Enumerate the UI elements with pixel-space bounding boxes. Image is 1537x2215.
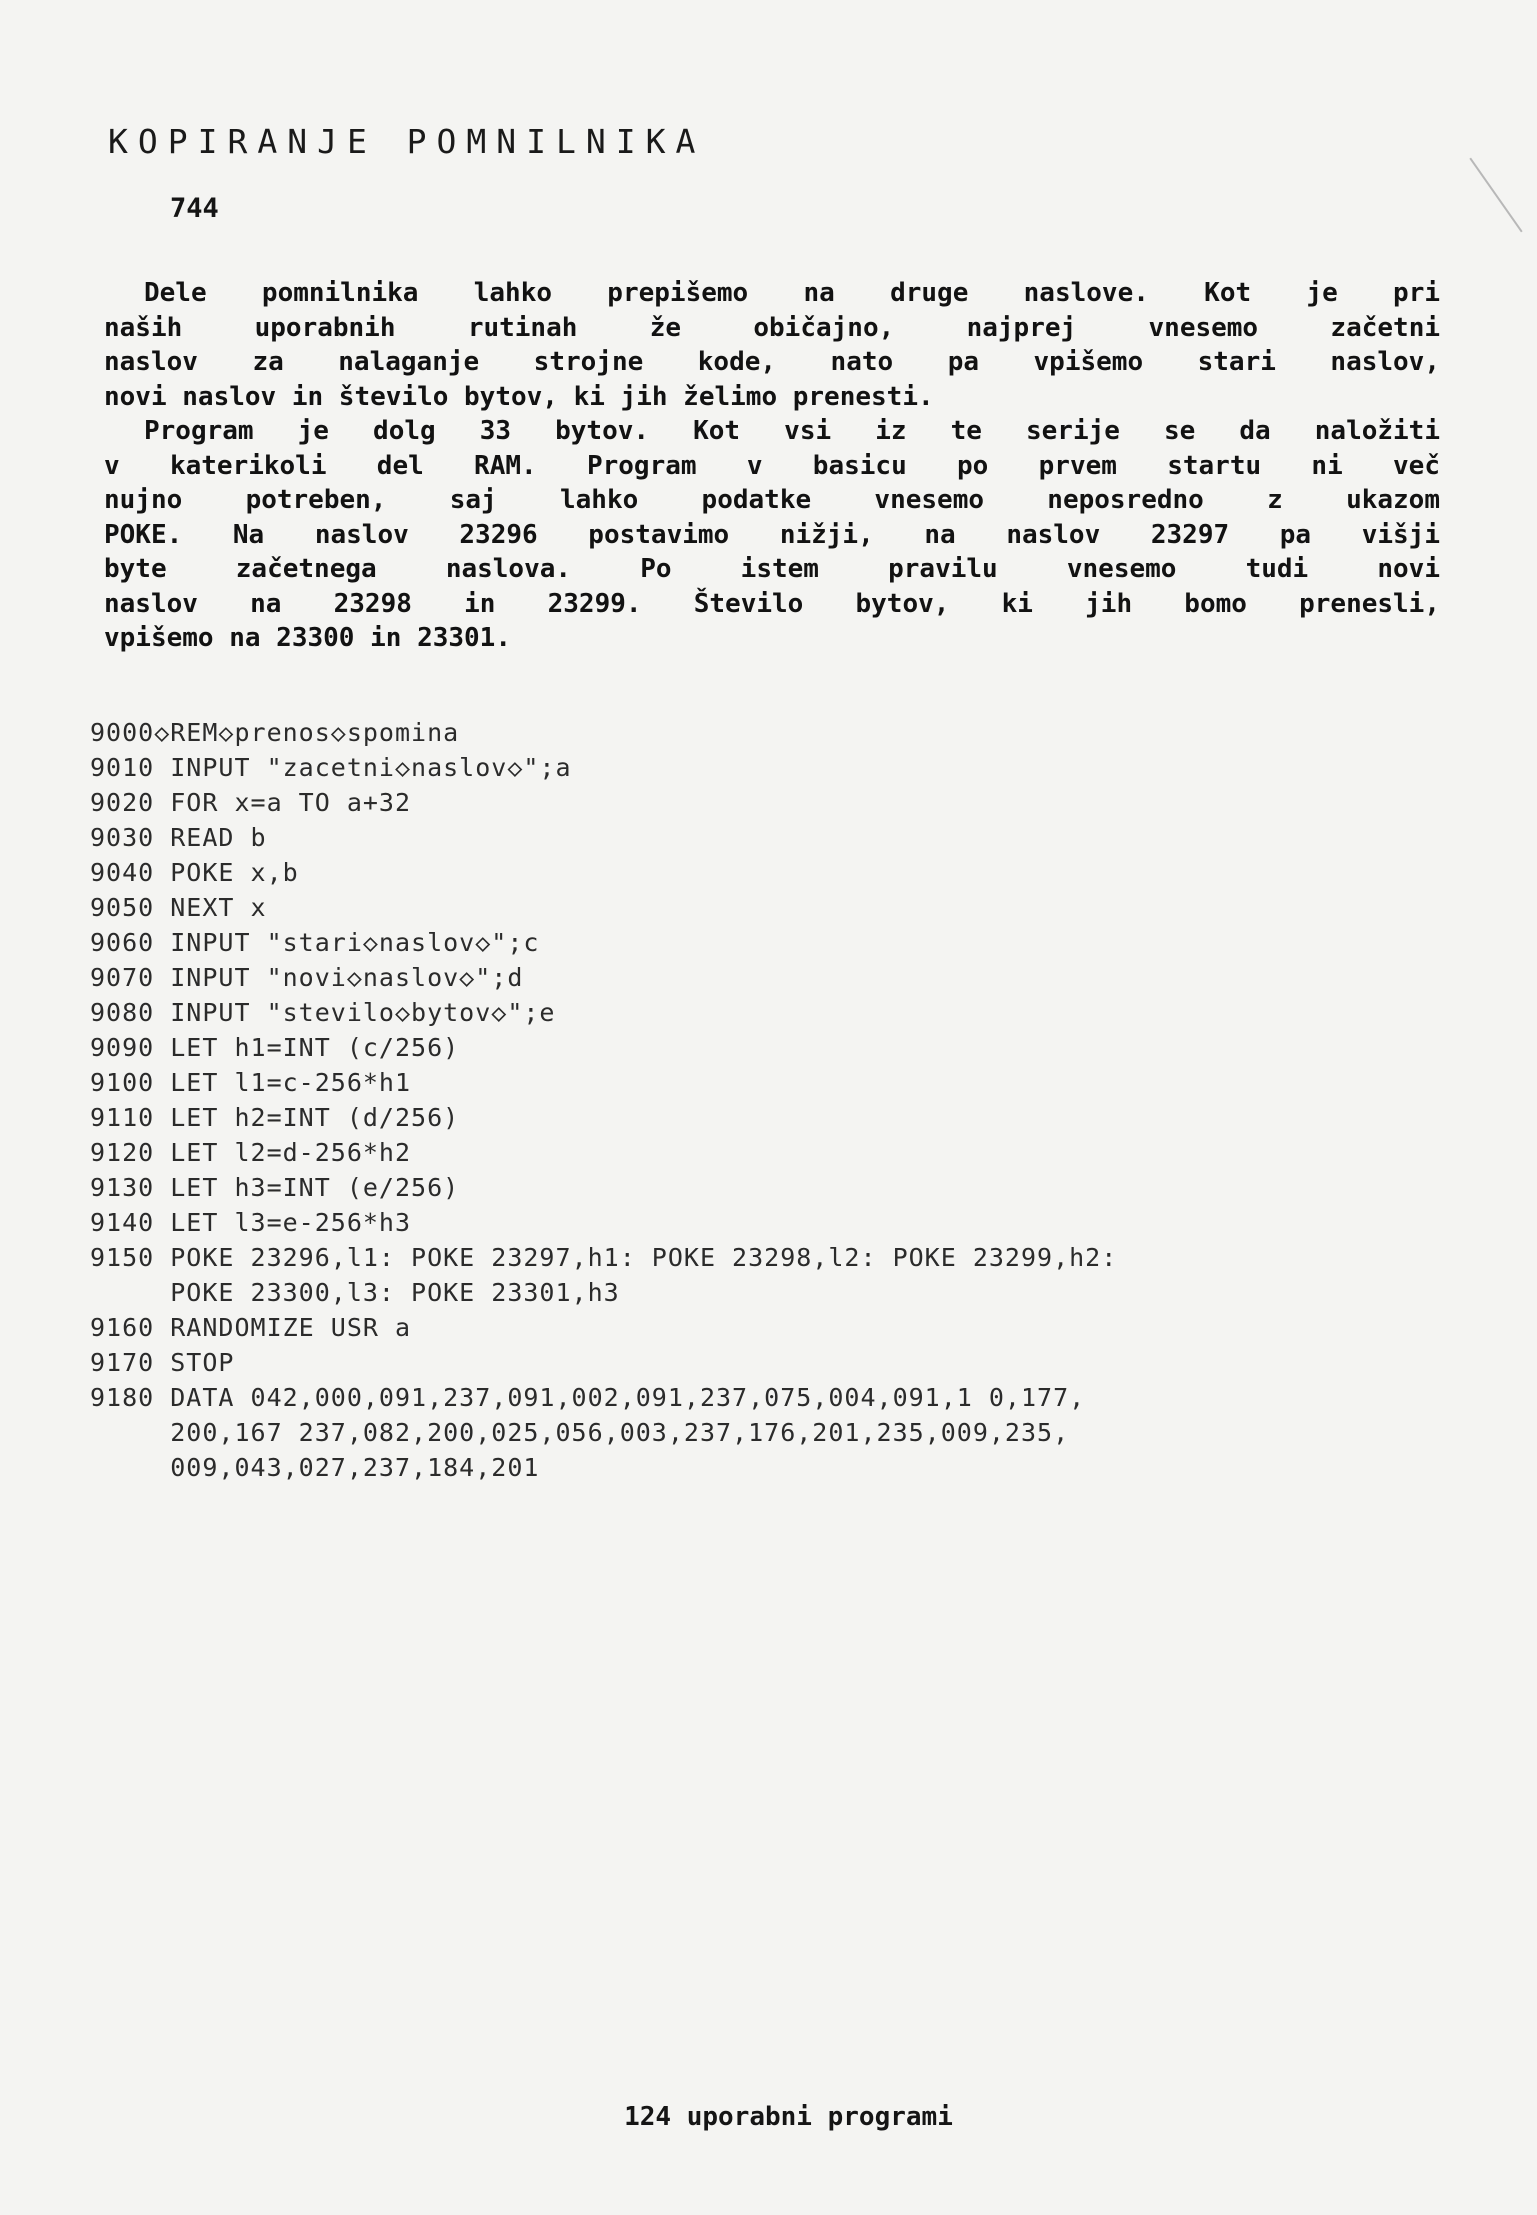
text-line: vpišemo na 23300 in 23301. (104, 623, 511, 653)
text-line: Dele pomnilnika lahko prepišemo na druge naslove. Kot je pri (144, 278, 1440, 308)
code-line: 9180 DATA 042,000,091,237,091,002,091,237,075,004,091,1 0,177, (90, 1383, 1086, 1412)
text-line: novi naslov in število bytov, ki jih želimo prenesti. (104, 381, 934, 412)
code-line: 9110 LET h2=INT (d/256) (90, 1103, 460, 1132)
basic-listing (90, 715, 1117, 1485)
code-line: 9080 INPUT "stevilo◇bytov◇";e (90, 998, 556, 1027)
code-line: 9050 NEXT x (90, 893, 267, 922)
code-line: 9040 POKE x,b (90, 858, 299, 887)
text-line: nujno potreben, saj lahko podatke vnesemo neposredno z ukazom (104, 485, 1440, 515)
code-line: 9170 STOP (90, 1348, 235, 1377)
code-line: 9010 INPUT "zacetni◇naslov◇";a (90, 753, 572, 782)
text-line: naših uporabnih rutinah že običajno, najprej vnesemo začetni (104, 312, 1440, 343)
code-line: 9060 INPUT "stari◇naslov◇";c (90, 928, 540, 957)
text-line: POKE. Na naslov 23296 postavimo nižji, na naslov 23297 pa višji (104, 519, 1440, 550)
code-line: 9120 LET l2=d-256*h2 (90, 1138, 412, 1167)
code-line: 9090 LET h1=INT (c/256) (90, 1033, 460, 1062)
code-line: 9160 RANDOMIZE USR a (90, 1313, 412, 1342)
text-line: Program je dolg 33 bytov. Kot vsi iz te serije se da naložiti (144, 416, 1440, 446)
code-line: POKE 23300,l3: POKE 23301,h3 (90, 1278, 620, 1307)
code-line: 9020 FOR x=a TO a+32 (90, 788, 412, 817)
code-line: 009,043,027,237,184,201 (90, 1453, 540, 1482)
code-line: 9150 POKE 23296,l1: POKE 23297,h1: POKE 23298,l2: POKE 23299,h2: (90, 1243, 1118, 1272)
code-line: 200,167 237,082,200,025,056,003,237,176,201,235,009,235, (90, 1418, 1070, 1447)
page-title: KOPIRANJE POMNILNIKA (108, 122, 706, 161)
code-line: 9100 LET l1=c-256*h1 (90, 1068, 412, 1097)
code-line: 9030 READ b (90, 823, 267, 852)
text-line: v katerikoli del RAM. Program v basicu po prvem startu ni več (104, 450, 1440, 481)
page-footer: 124 uporabni programi (624, 2102, 953, 2132)
code-line: 9000◇REM◇prenos◇spomina (90, 718, 460, 747)
text-line: naslov na 23298 in 23299. Število bytov, ki jih bomo prenesli, (104, 588, 1440, 619)
page-edge-mark (1469, 158, 1522, 233)
text-line: byte začetnega naslova. Po istem pravilu vnesemo tudi novi (104, 554, 1440, 584)
program-number: 744 (170, 193, 219, 224)
code-line: 9130 LET h3=INT (e/256) (90, 1173, 460, 1202)
text-line: naslov za nalaganje strojne kode, nato pa vpišemo stari naslov, (104, 347, 1440, 377)
description-text (104, 276, 1440, 656)
code-line: 9070 INPUT "novi◇naslov◇";d (90, 963, 524, 992)
code-line: 9140 LET l3=e-256*h3 (90, 1208, 412, 1237)
